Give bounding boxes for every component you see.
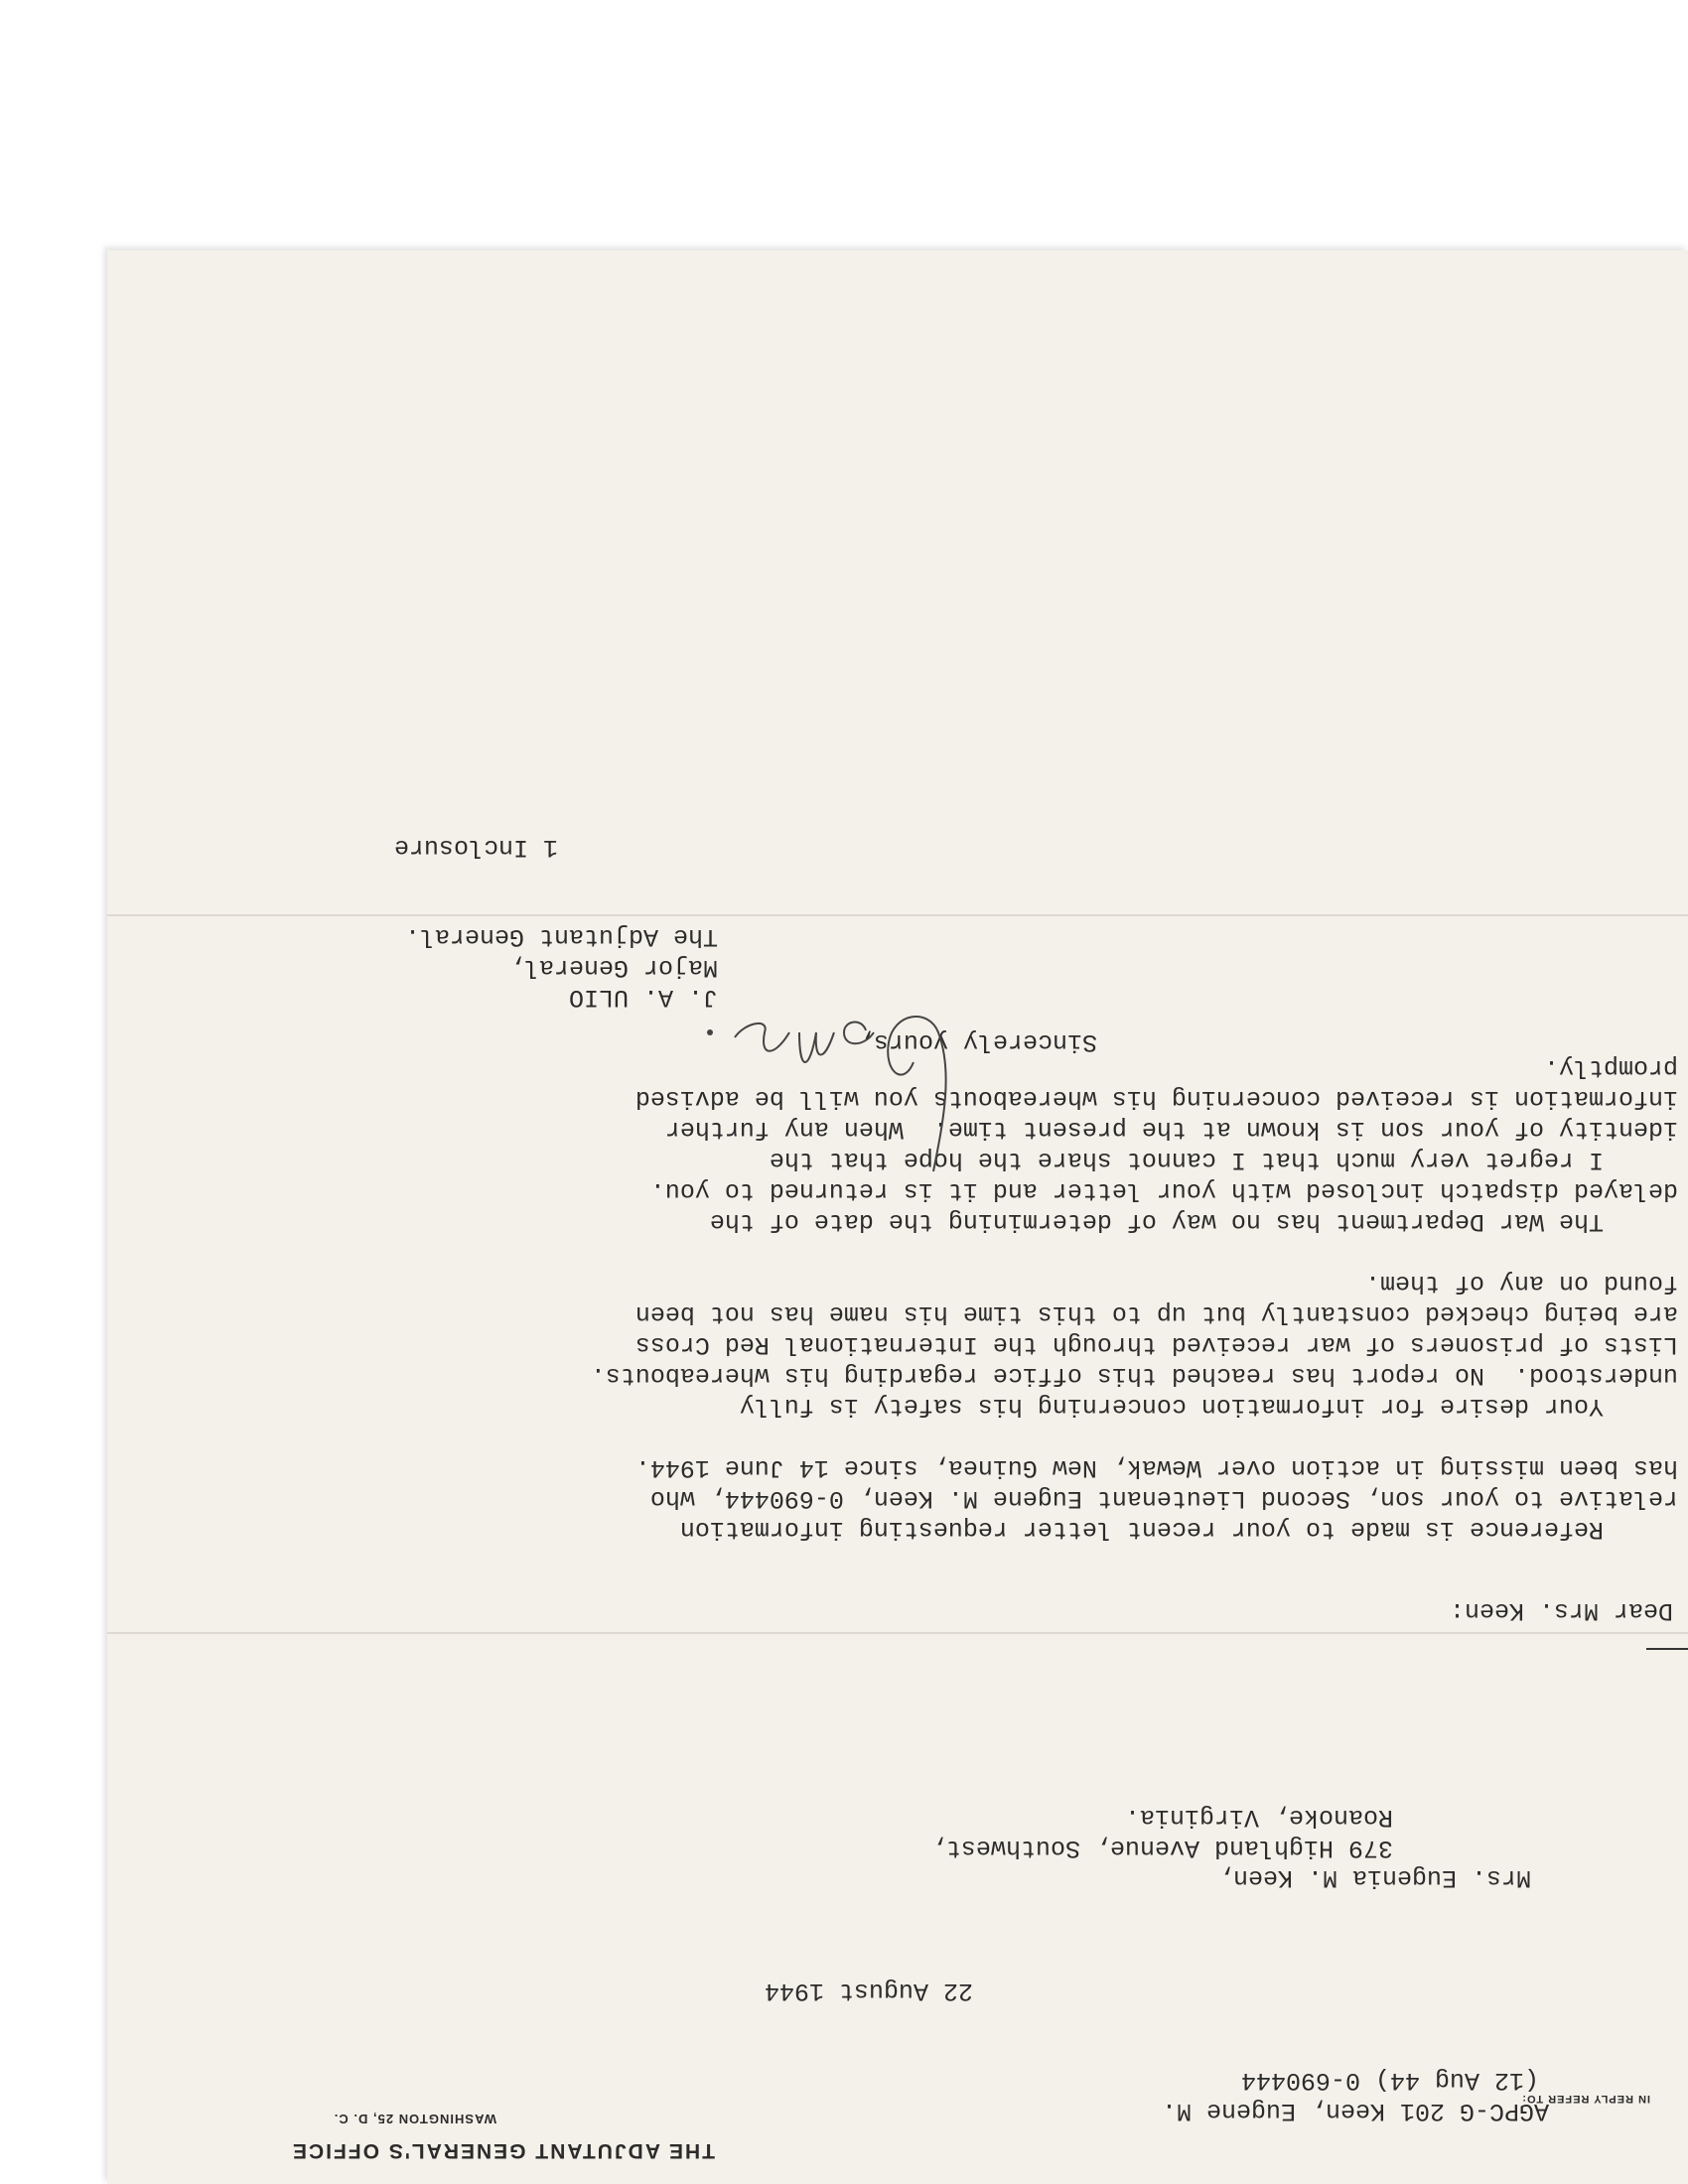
paragraph-line: information is received concerning his whereabouts you will be advised — [634, 1084, 1678, 1113]
paragraph-line: delayed dispatch inclosed with your letter and it is returned to you. — [649, 1176, 1678, 1205]
letter-page — [107, 250, 1688, 2184]
paragraph-line: The War Department has no way of determining the date of the — [709, 1207, 1678, 1236]
office-city: WASHINGTON 25, D. C. — [333, 2112, 496, 2126]
signer-name: J. A. ULIO — [568, 983, 718, 1012]
paragraph-line: are being checked constantly but up to this time his name has not been — [634, 1299, 1678, 1328]
recipient-name: Mrs. Eugenia M. Keen, — [1217, 1863, 1531, 1892]
paragraph-line: understood. No report has reached this office regarding his whereabouts. — [590, 1361, 1678, 1390]
paragraph-line: identity of your son is known at the present time. When any further — [664, 1115, 1678, 1144]
paragraph-line: Reference is made to your recent letter requesting information — [679, 1515, 1678, 1544]
recipient-street: 379 Highland Avenue, Southwest, — [930, 1834, 1393, 1862]
salutation: Dear Mrs. Keen: — [1449, 1596, 1673, 1625]
paragraph-line: has been missing in action over Wewak, New Guinea, since 14 June 1944. — [634, 1453, 1678, 1482]
reference-line-1: AGPC-G 201 Keen, Eugene M. — [1161, 2097, 1549, 2125]
office-heading: THE ADJUTANT GENERAL'S OFFICE — [291, 2139, 715, 2162]
letter-date: 22 August 1944 — [764, 1977, 973, 2005]
paragraph-line: I regret very much that I cannot share the hope that the — [769, 1146, 1678, 1174]
reference-line-2: (12 Aug 44) 0-690444 — [1240, 2066, 1539, 2095]
paragraph-line: promptly. — [1543, 1053, 1678, 1082]
reply-label: IN REPLY REFER TO: — [1521, 2093, 1650, 2105]
enclosure-note: 1 Inclosure — [393, 833, 558, 862]
paragraph-line: Lists of prisoners of war received through the International Red Cross — [634, 1330, 1678, 1359]
rotated-letter — [107, 250, 1688, 2184]
closing: Sincerely yours, — [858, 1027, 1097, 1056]
paragraph-line: Your desire for information concerning his safety is fully — [739, 1392, 1678, 1421]
handwritten-signature — [675, 993, 973, 1181]
paragraph-1 — [635, 1452, 1678, 1545]
paragraph-line: relative to your son, Second Lieutenant Eugene M. Keen, 0-690444, who — [649, 1484, 1678, 1513]
signer-title: The Adjutant General. — [404, 922, 718, 951]
paragraph-line: found on any of them. — [1364, 1269, 1678, 1297]
paragraph-2 — [591, 1268, 1678, 1422]
recipient-city: Roanoke, Virginia. — [1124, 1803, 1393, 1832]
paragraph-3 — [650, 1175, 1678, 1237]
signer-rank: Major General, — [508, 953, 718, 982]
